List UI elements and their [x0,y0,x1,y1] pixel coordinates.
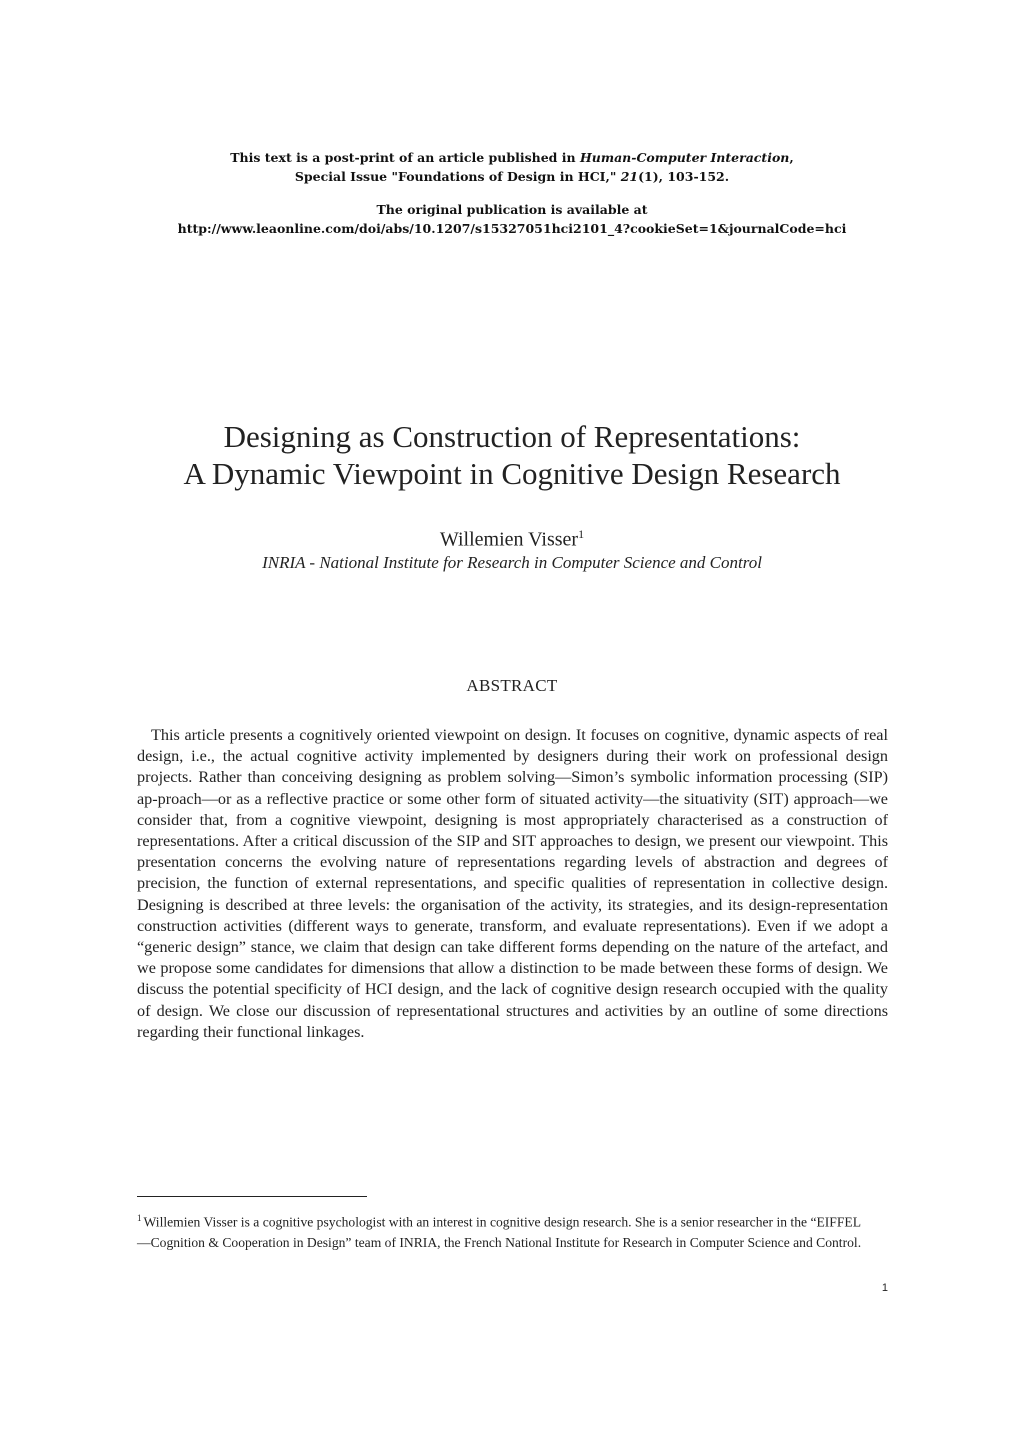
journal-name: Human-Computer Interaction [579,150,790,165]
notice-line-2-prefix: Special Issue "Foundations of Design in HCI," [294,169,621,184]
abstract-heading: ABSTRACT [466,676,558,695]
notice-line-1-prefix: This text is a post-print of an article published in [230,150,580,165]
publication-url: http://www.leaonline.com/doi/abs/10.1207/s15327051hci2101_4?cookieSet=1&journalCode=hci [177,221,847,236]
availability-notice [100,200,924,238]
footnote-text: Willemien Visser is a cognitive psychologist with an interest in cognitive design research. She is a senior researcher in the “EIFFEL—Cognition & Cooperation in Design” team of INRIA, the French National Institute for Research in Computer Science and Control. [137,1214,862,1250]
publication-notice [100,148,924,186]
availability-line: The original publication is available at [376,202,648,217]
paper-title [60,418,964,492]
volume-number: 21 [620,169,639,184]
author-affiliation: INRIA - National Institute for Research in Computer Science and Control [262,553,762,572]
notice-line-1-suffix: , [789,150,794,165]
notice-line-2 [100,167,924,186]
author-footnote-mark: 1 [578,527,585,541]
footnote-divider [137,1196,367,1197]
author-name [60,527,964,552]
notice-line-2-suffix: (1), 103-152. [638,169,730,184]
footnote-mark: 1 [137,1213,142,1223]
page-number: 1 [881,1282,888,1294]
notice-line-1 [100,148,924,167]
title-line-2: A Dynamic Viewpoint in Cognitive Design Research [183,456,841,491]
title-line-1: Designing as Construction of Representations: [223,419,801,454]
author-name-text: Willemien Visser [439,528,579,551]
footnote [137,1208,867,1253]
abstract-body: This article presents a cognitively oriented viewpoint on design. It focuses on cognitive, dynamic aspects of real design, i.e., the actual cognitive activity implemented by designers during their work on professional design projects. Rather than conceiving designing as problem solving—Simon’s symbolic information processing (SIP) ap-proach—or as a reflective practice or some other form of situated activity—the situativity (SIT) approach—we consider that, from a cognitive viewpoint, designing is most appropriately characterised as a construction of representations. After a critical discussion of the SIP and SIT approaches to design, we present our viewpoint. This presentation concerns the evolving nature of representations regarding levels of abstraction and degrees of precision, the function of external representations, and specific qualities of representation in collective design. Designing is described at three levels: the organisation of the activity, its strategies, and its design-representation construction activities (different ways to generate, transform, and evaluate representations). Even if we adopt a “generic design” stance, we claim that design can take different forms depending on the nature of the artefact, and we propose some candidates for dimensions that allow a distinction to be made between these forms of design. We discuss the potential specificity of HCI design, and the lack of cognitive design research occupied with the quality of design. We close our discussion of representational structures and activities by an outline of some directions regarding their functional linkages. [137,726,888,1041]
